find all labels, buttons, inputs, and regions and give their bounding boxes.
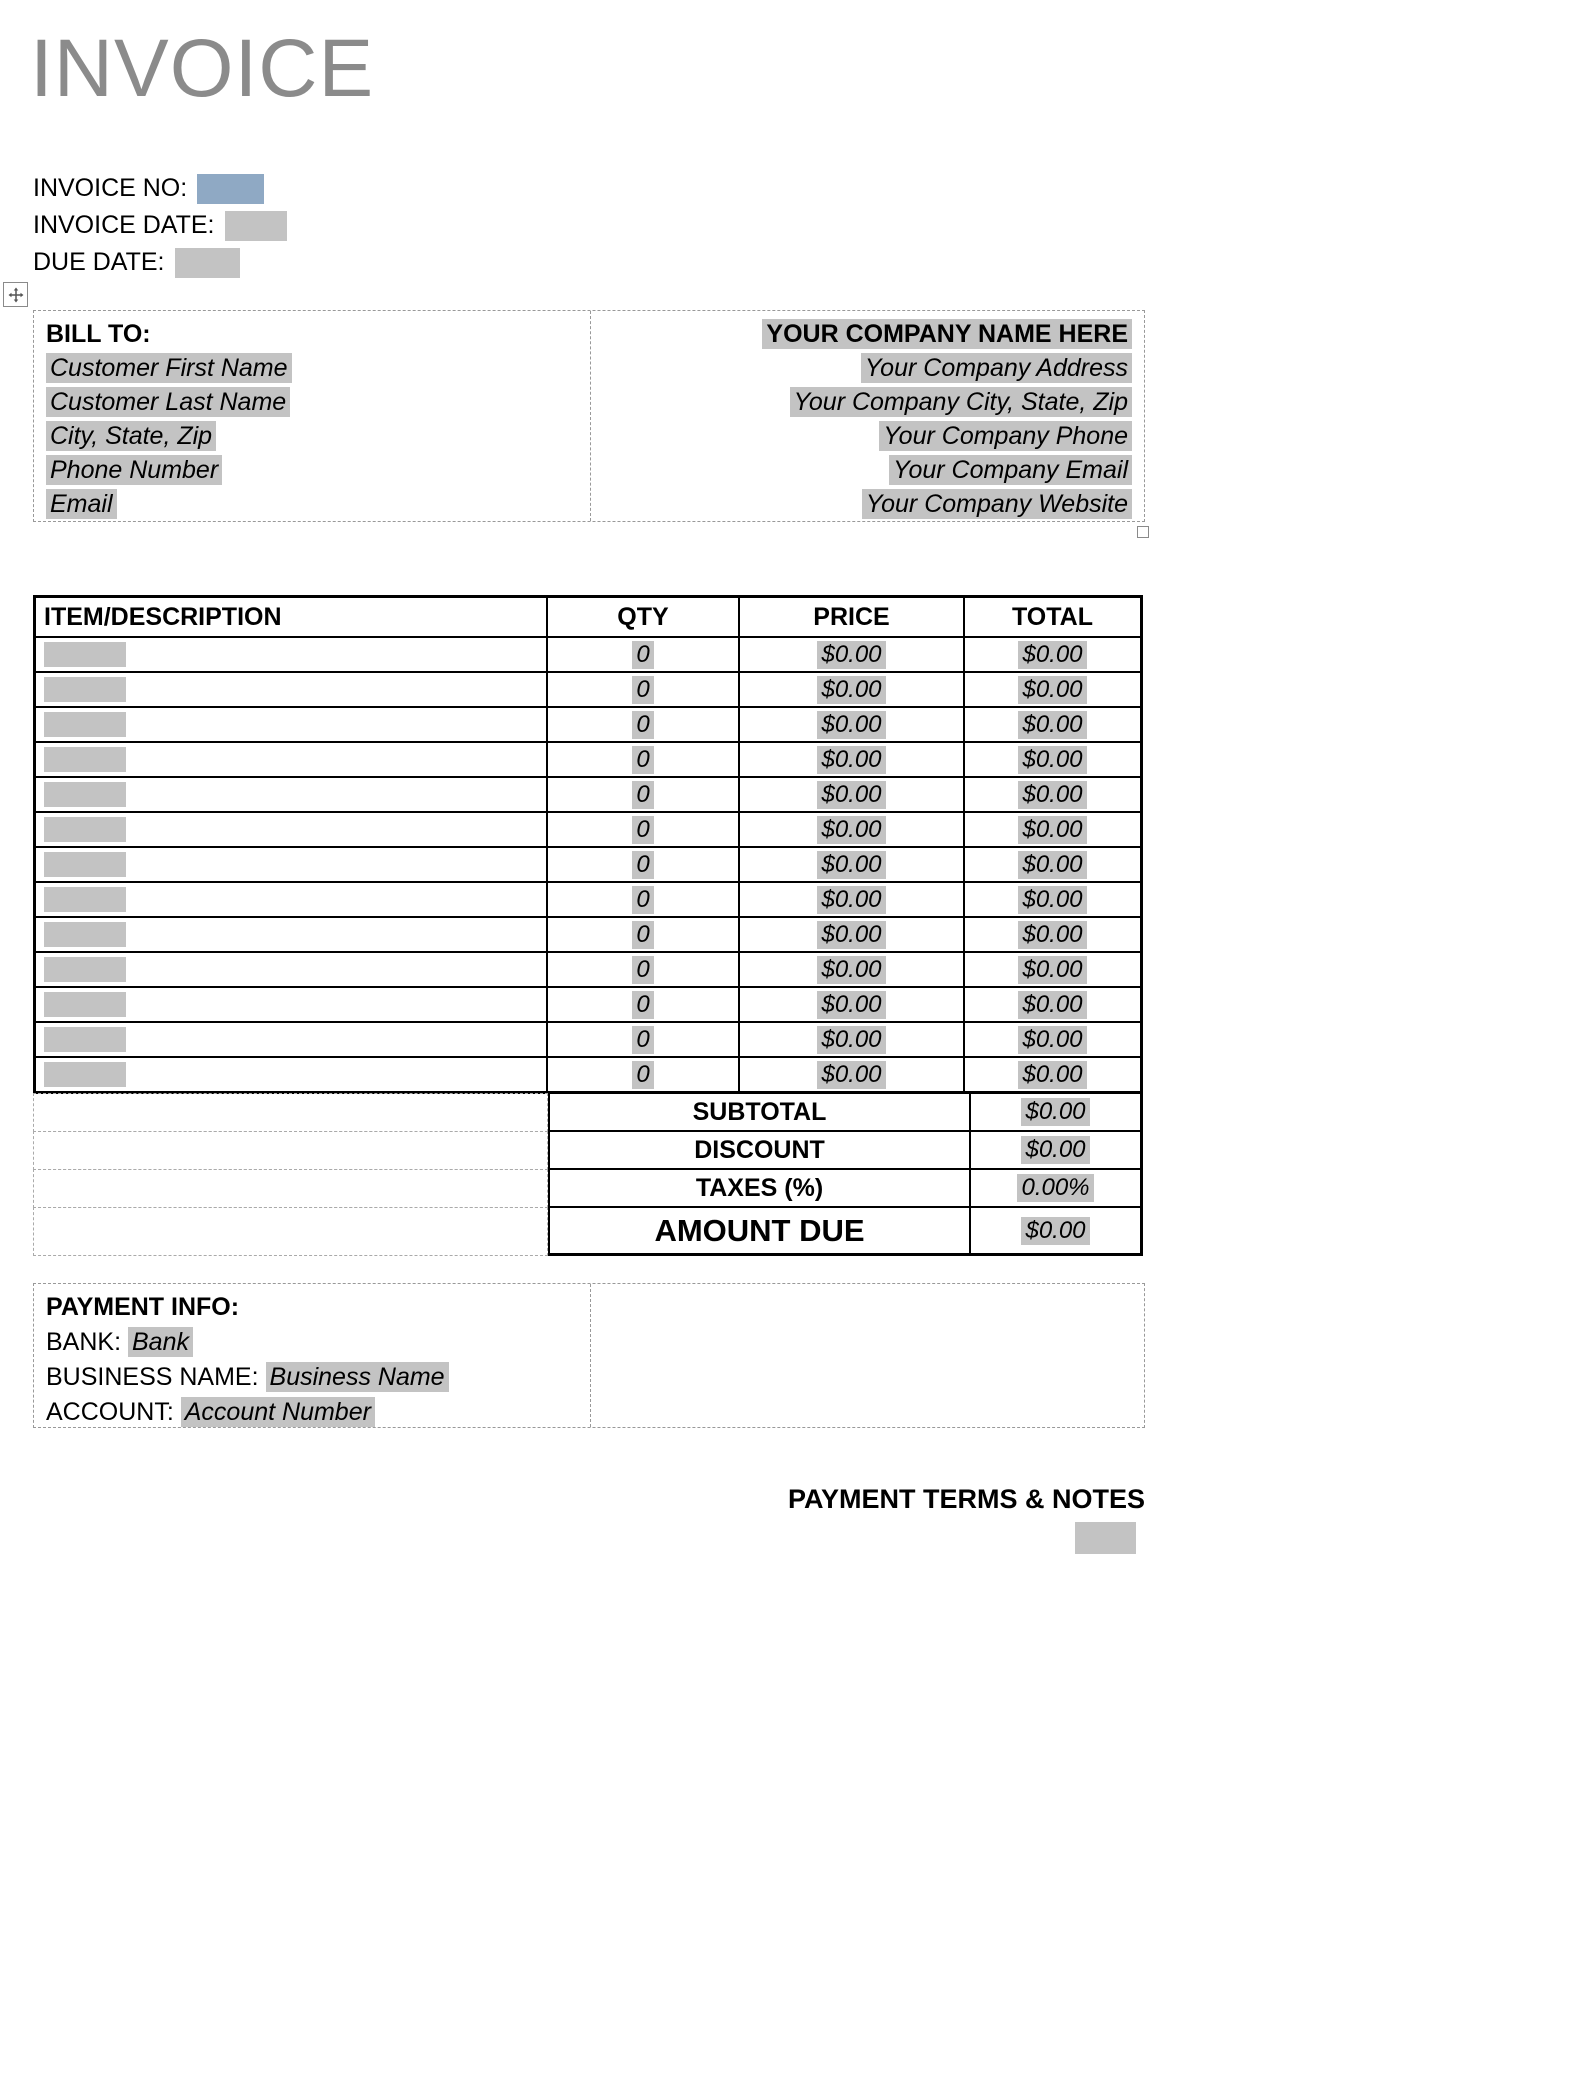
item-qty-cell[interactable] <box>548 708 740 741</box>
item-total[interactable]: $0.00 <box>1018 921 1086 949</box>
summary-label: SUBTOTAL <box>548 1094 971 1132</box>
bill-to-line <box>46 487 578 521</box>
item-description-placeholder[interactable] <box>44 782 126 807</box>
summary-value[interactable]: 0.00% <box>1017 1174 1093 1202</box>
table-row <box>36 986 1140 1021</box>
item-description-cell[interactable] <box>36 988 548 1021</box>
item-price[interactable]: $0.00 <box>817 676 885 704</box>
item-qty-cell[interactable] <box>548 918 740 951</box>
item-total[interactable]: $0.00 <box>1018 1026 1086 1054</box>
item-price-cell[interactable] <box>740 638 965 671</box>
item-description-placeholder[interactable] <box>44 747 126 772</box>
item-qty-cell[interactable] <box>548 953 740 986</box>
item-total[interactable]: $0.00 <box>1018 711 1086 739</box>
item-description-cell[interactable] <box>36 638 548 671</box>
item-description-cell[interactable] <box>36 848 548 881</box>
item-description-placeholder[interactable] <box>44 817 126 842</box>
item-price[interactable]: $0.00 <box>817 781 885 809</box>
item-price-cell[interactable] <box>740 1058 965 1091</box>
item-price[interactable]: $0.00 <box>817 641 885 669</box>
summary-empty-cell <box>33 1169 548 1208</box>
due-date-line <box>33 244 287 281</box>
payment-info-section <box>33 1283 1145 1428</box>
business-name-label: BUSINESS NAME: <box>46 1363 259 1391</box>
item-total-cell[interactable] <box>965 883 1140 916</box>
summary-empty-cell <box>33 1093 548 1132</box>
business-name-line <box>46 1360 578 1395</box>
company-placeholder[interactable]: Your Company City, State, Zip <box>790 387 1132 417</box>
item-description-placeholder[interactable] <box>44 922 126 947</box>
summary-label: AMOUNT DUE <box>548 1208 971 1256</box>
table-row <box>36 811 1140 846</box>
item-price[interactable]: $0.00 <box>817 956 885 984</box>
due-date-label: DUE DATE: <box>33 248 165 276</box>
table-row <box>36 636 1140 671</box>
bill-to-line <box>46 419 578 453</box>
item-description-cell[interactable] <box>36 778 548 811</box>
item-total-cell[interactable] <box>965 638 1140 671</box>
item-qty[interactable]: 0 <box>632 956 653 984</box>
page-title: INVOICE <box>30 23 375 114</box>
invoice-no-label: INVOICE NO: <box>33 174 188 202</box>
item-description-placeholder[interactable] <box>44 642 126 667</box>
item-price-cell[interactable] <box>740 953 965 986</box>
summary-empty-cell <box>33 1207 548 1256</box>
item-price-cell[interactable] <box>740 673 965 706</box>
item-total-cell[interactable] <box>965 813 1140 846</box>
bill-to-placeholder[interactable]: Customer Last Name <box>46 387 290 417</box>
invoice-date-label: INVOICE DATE: <box>33 211 215 239</box>
item-total[interactable]: $0.00 <box>1018 781 1086 809</box>
item-price-cell[interactable] <box>740 848 965 881</box>
summary-label: TAXES (%) <box>548 1170 971 1208</box>
item-description-placeholder[interactable] <box>44 712 126 737</box>
business-name-value[interactable]: Business Name <box>266 1362 449 1392</box>
summary-value[interactable]: $0.00 <box>1021 1217 1089 1245</box>
bill-to-placeholder[interactable]: City, State, Zip <box>46 421 216 451</box>
item-description-cell[interactable] <box>36 673 548 706</box>
item-qty[interactable]: 0 <box>632 676 653 704</box>
item-description-cell[interactable] <box>36 883 548 916</box>
table-row <box>36 951 1140 986</box>
item-description-cell[interactable] <box>36 918 548 951</box>
item-description-cell[interactable] <box>36 1058 548 1091</box>
item-description-placeholder[interactable] <box>44 887 126 912</box>
item-qty[interactable]: 0 <box>632 991 653 1019</box>
item-total[interactable]: $0.00 <box>1018 746 1086 774</box>
summary-value[interactable]: $0.00 <box>1021 1098 1089 1126</box>
summary-row <box>33 1170 1143 1208</box>
table-row <box>36 706 1140 741</box>
item-price[interactable]: $0.00 <box>817 1061 885 1089</box>
item-total[interactable]: $0.00 <box>1018 676 1086 704</box>
item-description-cell[interactable] <box>36 813 548 846</box>
item-qty-cell[interactable] <box>548 848 740 881</box>
invoice-date-field[interactable] <box>225 211 287 241</box>
account-value[interactable]: Account Number <box>181 1397 375 1427</box>
summary-value[interactable]: $0.00 <box>1021 1136 1089 1164</box>
payment-terms-heading: PAYMENT TERMS & NOTES <box>787 1484 1145 1514</box>
header-item-description: ITEM/DESCRIPTION <box>36 598 548 636</box>
header-total: TOTAL <box>1011 602 1093 631</box>
item-qty[interactable]: 0 <box>632 816 653 844</box>
payment-info-block <box>34 1284 591 1427</box>
item-price-cell[interactable] <box>740 743 965 776</box>
payment-terms-field[interactable] <box>1075 1522 1136 1554</box>
header-qty: QTY <box>548 598 740 636</box>
item-price-cell[interactable] <box>740 918 965 951</box>
item-price[interactable]: $0.00 <box>817 851 885 879</box>
item-price[interactable]: $0.00 <box>817 746 885 774</box>
company-line <box>603 419 1132 453</box>
item-qty-cell[interactable] <box>548 778 740 811</box>
table-row <box>36 741 1140 776</box>
summary-value-cell[interactable] <box>971 1094 1143 1132</box>
bank-line <box>46 1325 578 1360</box>
item-qty[interactable]: 0 <box>632 746 653 774</box>
header-price: PRICE <box>740 598 965 636</box>
bank-label: BANK: <box>46 1328 122 1356</box>
company-block <box>591 311 1144 521</box>
item-total-cell[interactable] <box>965 953 1140 986</box>
invoice-no-line <box>33 170 287 207</box>
table-move-handle-icon[interactable] <box>3 282 28 307</box>
item-description-placeholder[interactable] <box>44 992 126 1017</box>
item-description-placeholder[interactable] <box>44 677 126 702</box>
item-qty[interactable]: 0 <box>632 921 653 949</box>
company-name: YOUR COMPANY NAME HERE <box>603 317 1132 351</box>
bill-to-lines <box>46 351 578 521</box>
item-qty-cell[interactable] <box>548 988 740 1021</box>
item-price-cell[interactable] <box>740 883 965 916</box>
item-price[interactable]: $0.00 <box>817 991 885 1019</box>
payment-notes-empty-cell <box>591 1284 1144 1427</box>
invoice-date-line <box>33 207 287 244</box>
company-placeholder[interactable]: Your Company Phone <box>879 421 1132 451</box>
item-price[interactable]: $0.00 <box>817 886 885 914</box>
summary-value-cell[interactable] <box>971 1132 1143 1170</box>
item-price-cell[interactable] <box>740 1023 965 1056</box>
item-total-cell[interactable] <box>965 918 1140 951</box>
move-icon <box>7 286 25 304</box>
summary-value-cell[interactable] <box>971 1170 1143 1208</box>
item-qty-cell[interactable] <box>548 1023 740 1056</box>
item-total-cell[interactable] <box>965 778 1140 811</box>
bill-to-line <box>46 351 578 385</box>
invoice-no-field[interactable] <box>197 174 264 204</box>
item-price[interactable]: $0.00 <box>817 921 885 949</box>
account-label: ACCOUNT: <box>46 1398 174 1426</box>
company-line <box>603 487 1132 521</box>
item-total[interactable]: $0.00 <box>1018 816 1086 844</box>
bill-to-placeholder[interactable]: Email <box>46 489 117 519</box>
item-description-cell[interactable] <box>36 953 548 986</box>
bill-to-placeholder[interactable]: Customer First Name <box>46 353 292 383</box>
item-description-cell[interactable] <box>36 1023 548 1056</box>
summary-label: DISCOUNT <box>548 1132 971 1170</box>
item-price[interactable]: $0.00 <box>817 711 885 739</box>
items-table-main <box>33 595 1143 1094</box>
item-total[interactable]: $0.00 <box>1018 956 1086 984</box>
item-total-cell[interactable] <box>965 673 1140 706</box>
item-total[interactable]: $0.00 <box>1018 886 1086 914</box>
item-total-cell[interactable] <box>965 743 1140 776</box>
item-qty[interactable]: 0 <box>632 1061 653 1089</box>
company-line <box>603 351 1132 385</box>
table-row <box>36 916 1140 951</box>
item-qty-cell[interactable] <box>548 1058 740 1091</box>
item-description-placeholder[interactable] <box>44 957 126 982</box>
summary-empty-cell <box>33 1131 548 1170</box>
item-total-cell[interactable] <box>965 1023 1140 1056</box>
company-line <box>603 453 1132 487</box>
company-lines <box>603 351 1132 521</box>
bill-to-line <box>46 385 578 419</box>
item-description-placeholder[interactable] <box>44 852 126 877</box>
item-description-placeholder[interactable] <box>44 1062 126 1087</box>
summary-row <box>33 1208 1143 1256</box>
item-total[interactable]: $0.00 <box>1018 991 1086 1019</box>
summary-value-cell[interactable] <box>971 1208 1143 1256</box>
item-price[interactable]: $0.00 <box>817 1026 885 1054</box>
table-row <box>36 776 1140 811</box>
section-resize-handle[interactable] <box>1137 526 1149 538</box>
table-row <box>36 846 1140 881</box>
item-total[interactable]: $0.00 <box>1018 851 1086 879</box>
company-placeholder[interactable]: Your Company Email <box>889 455 1132 485</box>
item-total[interactable]: $0.00 <box>1018 641 1086 669</box>
item-description-cell[interactable] <box>36 743 548 776</box>
item-total-cell[interactable] <box>965 848 1140 881</box>
item-total-cell[interactable] <box>965 1058 1140 1091</box>
table-row <box>36 1021 1140 1056</box>
invoice-meta <box>33 170 287 281</box>
summary-row <box>33 1132 1143 1170</box>
company-line <box>603 385 1132 419</box>
item-qty[interactable]: 0 <box>632 641 653 669</box>
table-row <box>36 671 1140 706</box>
item-qty[interactable]: 0 <box>632 781 653 809</box>
item-qty[interactable]: 0 <box>632 1026 653 1054</box>
item-qty-cell[interactable] <box>548 638 740 671</box>
bill-to-placeholder[interactable]: Phone Number <box>46 455 222 485</box>
item-qty[interactable]: 0 <box>632 851 653 879</box>
payment-info-heading: PAYMENT INFO: <box>46 1293 240 1321</box>
item-qty-cell[interactable] <box>548 883 740 916</box>
table-row <box>36 1056 1140 1091</box>
summary-rows <box>33 1094 1143 1256</box>
item-qty-cell[interactable] <box>548 673 740 706</box>
summary-row <box>33 1094 1143 1132</box>
item-qty-cell[interactable] <box>548 743 740 776</box>
bill-to-block <box>34 311 591 521</box>
billto-company-section <box>33 310 1145 522</box>
item-price-cell[interactable] <box>740 813 965 846</box>
item-qty[interactable]: 0 <box>632 711 653 739</box>
item-qty-cell[interactable] <box>548 813 740 846</box>
items-rows <box>36 636 1140 1091</box>
items-table <box>33 595 1143 1256</box>
item-total-cell[interactable] <box>965 708 1140 741</box>
item-price-cell[interactable] <box>740 778 965 811</box>
item-price-cell[interactable] <box>740 988 965 1021</box>
account-line <box>46 1395 578 1430</box>
due-date-field[interactable] <box>175 248 240 278</box>
item-total-cell[interactable] <box>965 988 1140 1021</box>
item-description-placeholder[interactable] <box>44 1027 126 1052</box>
item-price-cell[interactable] <box>740 708 965 741</box>
item-description-cell[interactable] <box>36 708 548 741</box>
item-total[interactable]: $0.00 <box>1018 1061 1086 1089</box>
bank-value[interactable]: Bank <box>128 1327 193 1357</box>
items-table-header <box>36 598 1140 636</box>
item-qty[interactable]: 0 <box>632 886 653 914</box>
bill-to-line <box>46 453 578 487</box>
bill-to-heading: BILL TO: <box>46 320 151 348</box>
table-row <box>36 881 1140 916</box>
company-placeholder[interactable]: Your Company Website <box>862 489 1132 519</box>
company-placeholder[interactable]: Your Company Address <box>861 353 1132 383</box>
item-price[interactable]: $0.00 <box>817 816 885 844</box>
